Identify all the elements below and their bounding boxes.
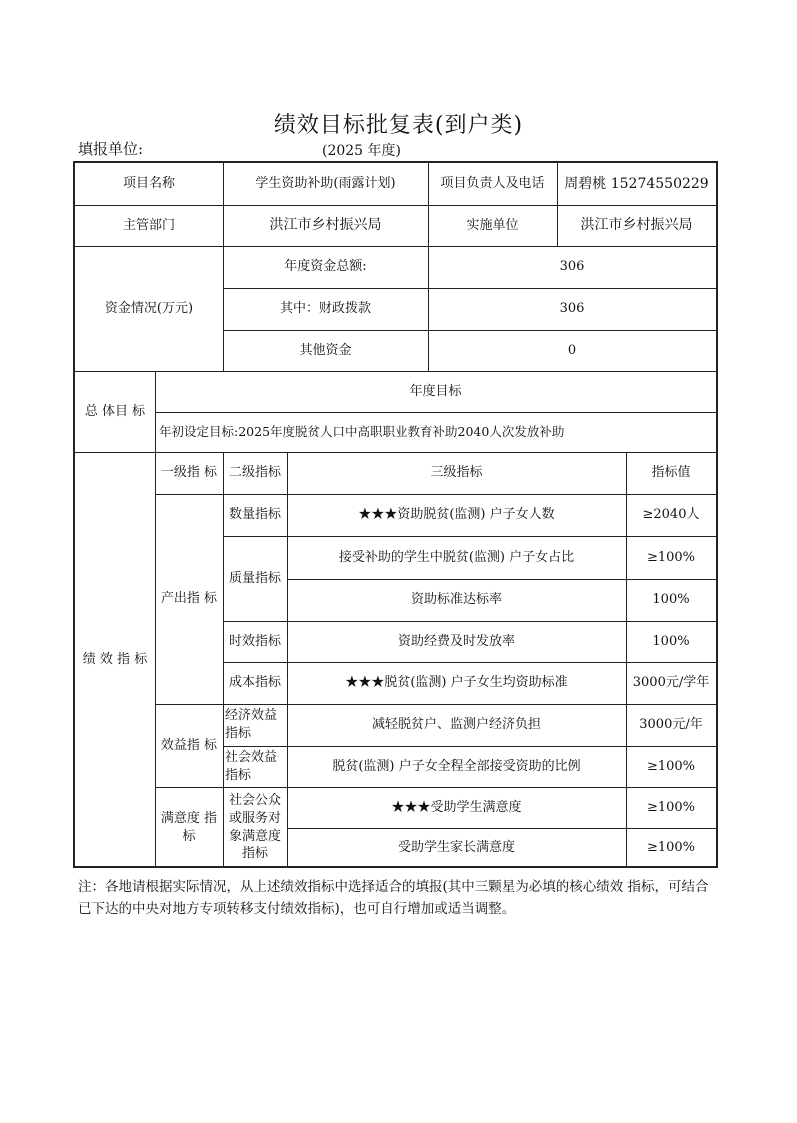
project-name-value: 学生资助补助(雨露计划) — [255, 176, 396, 192]
header-value: 指标值 — [651, 465, 691, 481]
contact-label: 项目负责人及电话 — [440, 176, 545, 192]
indicator-value: ≥2040人 — [642, 507, 700, 523]
indicator-item: 接受补助的学生中脱贫(监测) 户子女占比 — [338, 549, 575, 565]
contact-value: 周碧桃 15274550229 — [564, 175, 709, 192]
indicator-value: 100% — [652, 633, 690, 649]
indicator-value: ≥100% — [646, 840, 696, 856]
indicator-value: ≥100% — [646, 549, 696, 565]
impl-value: 洪江市乡村振兴局 — [580, 217, 693, 234]
level2-quantity: 数量指标 — [228, 507, 281, 523]
indicators-label: 绩 效 指 标 — [82, 652, 148, 668]
goal-label: 总 体目 标 — [84, 403, 146, 419]
year-label: (2025 年度) — [322, 143, 402, 159]
group-satisfaction: 满意度 指标 — [160, 810, 218, 844]
project-name-label: 项目名称 — [122, 176, 175, 192]
indicator-item: 资助标准达标率 — [410, 592, 502, 608]
goal-header: 年度目标 — [409, 383, 462, 399]
indicator-item: ★★★脱贫(监测) 户子女生均资助标准 — [345, 675, 568, 691]
indicator-item: 受助学生家长满意度 — [397, 840, 515, 856]
indicator-item: ★★★受助学生满意度 — [391, 799, 522, 815]
indicator-value: ≥100% — [646, 799, 696, 815]
group-benefit: 效益指 标 — [160, 737, 218, 753]
funds-other-label: 其他资金 — [299, 342, 352, 358]
footnote: 注：各地请根据实际情况，从上述绩效指标中选择适合的填报(其中三颗星为必填的核心绩效 指标，可结合已下达的中央对地方专项转移支付绩效指标)，也可自行增加或适当调整。 — [78, 879, 709, 917]
page-title: 绩效目标批复表(到户类) — [273, 113, 524, 138]
indicator-item: 减轻脱贫户、监测户经济负担 — [371, 717, 541, 733]
indicator-value: 3000元/学年 — [632, 675, 710, 691]
funds-other-value: 0 — [567, 342, 577, 358]
indicator-value: ≥100% — [646, 758, 696, 774]
header-level3: 三级指标 — [430, 465, 483, 481]
approval-table — [73, 161, 718, 868]
funds-total-label: 年度资金总额: — [284, 259, 367, 275]
funds-fiscal-label: 其中：财政拨款 — [279, 301, 371, 317]
header-level2: 二级指标 — [228, 465, 281, 481]
level2-social: 社会效益指标 — [225, 749, 278, 783]
indicator-item: 资助经费及时发放率 — [397, 633, 515, 649]
dept-label: 主管部门 — [122, 217, 175, 233]
level2-economic: 经济效益指标 — [225, 708, 278, 741]
dept-value: 洪江市乡村振兴局 — [269, 217, 382, 234]
indicator-item: ★★★资助脱贫(监测) 户子女人数 — [358, 507, 555, 523]
level2-timeliness: 时效指标 — [228, 633, 281, 649]
reporting-unit-label: 填报单位: — [78, 140, 144, 158]
group-output: 产出指 标 — [160, 591, 218, 607]
level2-quality: 质量指标 — [228, 570, 281, 586]
indicator-value: 3000元/年 — [639, 717, 703, 733]
funds-label: 资金情况(万元) — [104, 300, 194, 316]
goal-text: 年初设定目标:2025年度脱贫人口中高职职业教育补助2040人次发放补助 — [159, 423, 565, 439]
level2-public: 社会公众或服务对象满意度指标 — [228, 793, 281, 862]
funds-total-value: 306 — [559, 259, 585, 275]
indicator-item: 脱贫(监测) 户子女全程全部接受资助的比例 — [332, 758, 581, 774]
indicator-value: 100% — [652, 592, 690, 608]
funds-fiscal-value: 306 — [559, 301, 585, 317]
level2-cost: 成本指标 — [228, 675, 281, 691]
header-level1: 一级指 标 — [160, 465, 218, 481]
impl-label: 实施单位 — [466, 217, 519, 233]
